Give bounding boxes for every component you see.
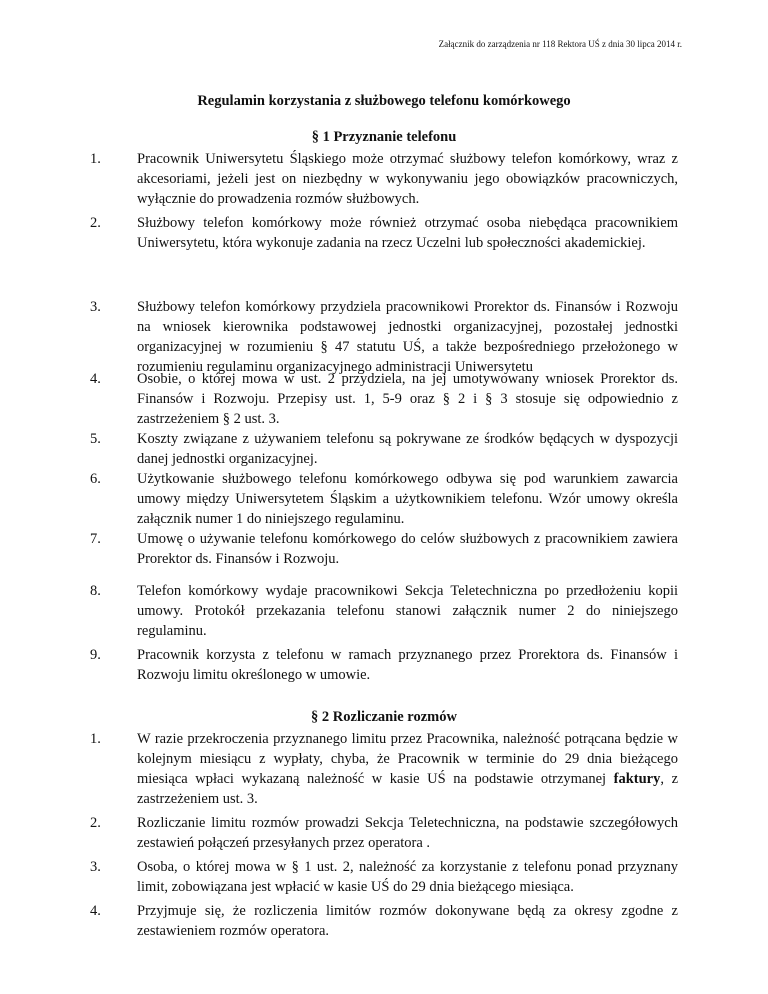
item-text: Umowę o używanie telefonu komórkowego do celów służbowych z pracownikiem zawiera Prorektor ds. Finansów i Rozwoju.: [137, 531, 678, 567]
item-number: 4.: [90, 371, 101, 387]
item-text: Pracownik korzysta z telefonu w ramach przyznanego przez Prorektora ds. Finansów i Rozwoju limitu określonego w umowie.: [137, 647, 678, 683]
list-item: [90, 213, 678, 253]
document-title: Regulamin korzystania z służbowego telefonu komórkowego: [197, 93, 571, 109]
item-text: Służbowy telefon komórkowy może również otrzymać osoba niebędąca pracownikiem Uniwersytetu, która wykonuje zadania na rzecz Uczelni lub społeczności akademickiej.: [137, 215, 678, 251]
item-number: 1.: [90, 731, 101, 747]
item-number: 4.: [90, 903, 101, 919]
list-item: [90, 729, 678, 809]
item-text: Pracownik Uniwersytetu Śląskiego może otrzymać służbowy telefon komórkowy, wraz z akcesoriami, jeżeli jest on niezbędny w wykonywaniu jego obowiązków pracowniczych, wyłącznie do prowadzenia rozmów służbowych.: [137, 151, 678, 207]
item-number: 6.: [90, 471, 101, 487]
header-note: Załącznik do zarządzenia nr 118 Rektora UŚ z dnia 30 lipca 2014 r.: [438, 39, 682, 49]
item-text: Osoba, o której mowa w § 1 ust. 2, należność za korzystanie z telefonu ponad przyznany limit, zobowiązana jest wpłacić w kasie UŚ do 29 dnia bieżącego miesiąca.: [137, 859, 678, 895]
list-item: [90, 901, 678, 941]
list-item: [90, 149, 678, 209]
list-item: [90, 429, 678, 469]
item-number: 1.: [90, 151, 101, 167]
item-number: 3.: [90, 859, 101, 875]
item-text-part: W razie przekroczenia przyznanego limitu przez Pracownika, należność potrącana będzie w kolejnym miesiącu z wypłaty, chyba, że Pracownik w terminie do 29 dnia bieżącego miesiąca wpłaci wykazaną należność w kasie UŚ na podstawie otrzymanej: [137, 731, 678, 787]
item-number: 2.: [90, 815, 101, 831]
item-text: Użytkowanie służbowego telefonu komórkowego odbywa się pod warunkiem zawarcia umowy między Uniwersytetem Śląskim a użytkownikiem telefonu. Wzór umowy określa załącznik numer 1 do niniejszego regulaminu.: [137, 471, 678, 527]
item-text: Służbowy telefon komórkowy przydziela pracownikowi Prorektor ds. Finansów i Rozwoju na wniosek kierownika podstawowej jednostki organizacyjnej, pozostałej jednostki organizacyjnej w rozumieniu § 47 statutu UŚ, a także bezpośredniego przełożonego w rozumieniu regulaminu organizacyjnego administracji Uniwersytetu: [137, 299, 678, 375]
list-item: [90, 857, 678, 897]
item-text: Osobie, o której mowa w ust. 2 przydziela, na jej umotywowany wniosek Prorektor ds. Finansów i Rozwoju. Przepisy ust. 1, 5-9 oraz § 2 i § 3 stosuje się odpowiednio z zastrzeżeniem § 2 ust. 3.: [137, 371, 678, 427]
item-text: Przyjmuje się, że rozliczenia limitów rozmów dokonywane będą za okresy zgodne z zestawieniem rozmów operatora.: [137, 903, 678, 939]
list-item: [90, 645, 678, 685]
item-text: Telefon komórkowy wydaje pracownikowi Sekcja Teletechniczna po przedłożeniu kopii umowy. Protokół przekazania telefonu stanowi załącznik numer 2 do niniejszego regulaminu.: [137, 583, 678, 639]
item-text: Koszty związane z używaniem telefonu są pokrywane ze środków będących w dyspozycji danej jednostki organizacyjnej.: [137, 431, 678, 467]
item-number: 2.: [90, 215, 101, 231]
item-text-bold: faktury: [613, 771, 661, 787]
item-number: 8.: [90, 583, 101, 599]
list-item: [90, 369, 678, 429]
list-item: [90, 581, 678, 641]
item-number: 7.: [90, 531, 101, 547]
item-number: 3.: [90, 299, 101, 315]
list-item: [90, 813, 678, 853]
section-1-heading: § 1 Przyznanie telefonu: [311, 129, 457, 145]
list-item: [90, 529, 678, 569]
section-2-heading: § 2 Rozliczanie rozmów: [311, 709, 457, 725]
list-item: [90, 297, 678, 377]
list-item: [90, 469, 678, 529]
item-number: 9.: [90, 647, 101, 663]
item-text-part: , z zastrzeżeniem ust. 3.: [137, 771, 678, 807]
item-text: [137, 729, 678, 809]
item-text: Rozliczanie limitu rozmów prowadzi Sekcja Teletechniczna, na podstawie szczegółowych zestawień połączeń przesyłanych przez operatora .: [137, 815, 678, 851]
item-number: 5.: [90, 431, 101, 447]
